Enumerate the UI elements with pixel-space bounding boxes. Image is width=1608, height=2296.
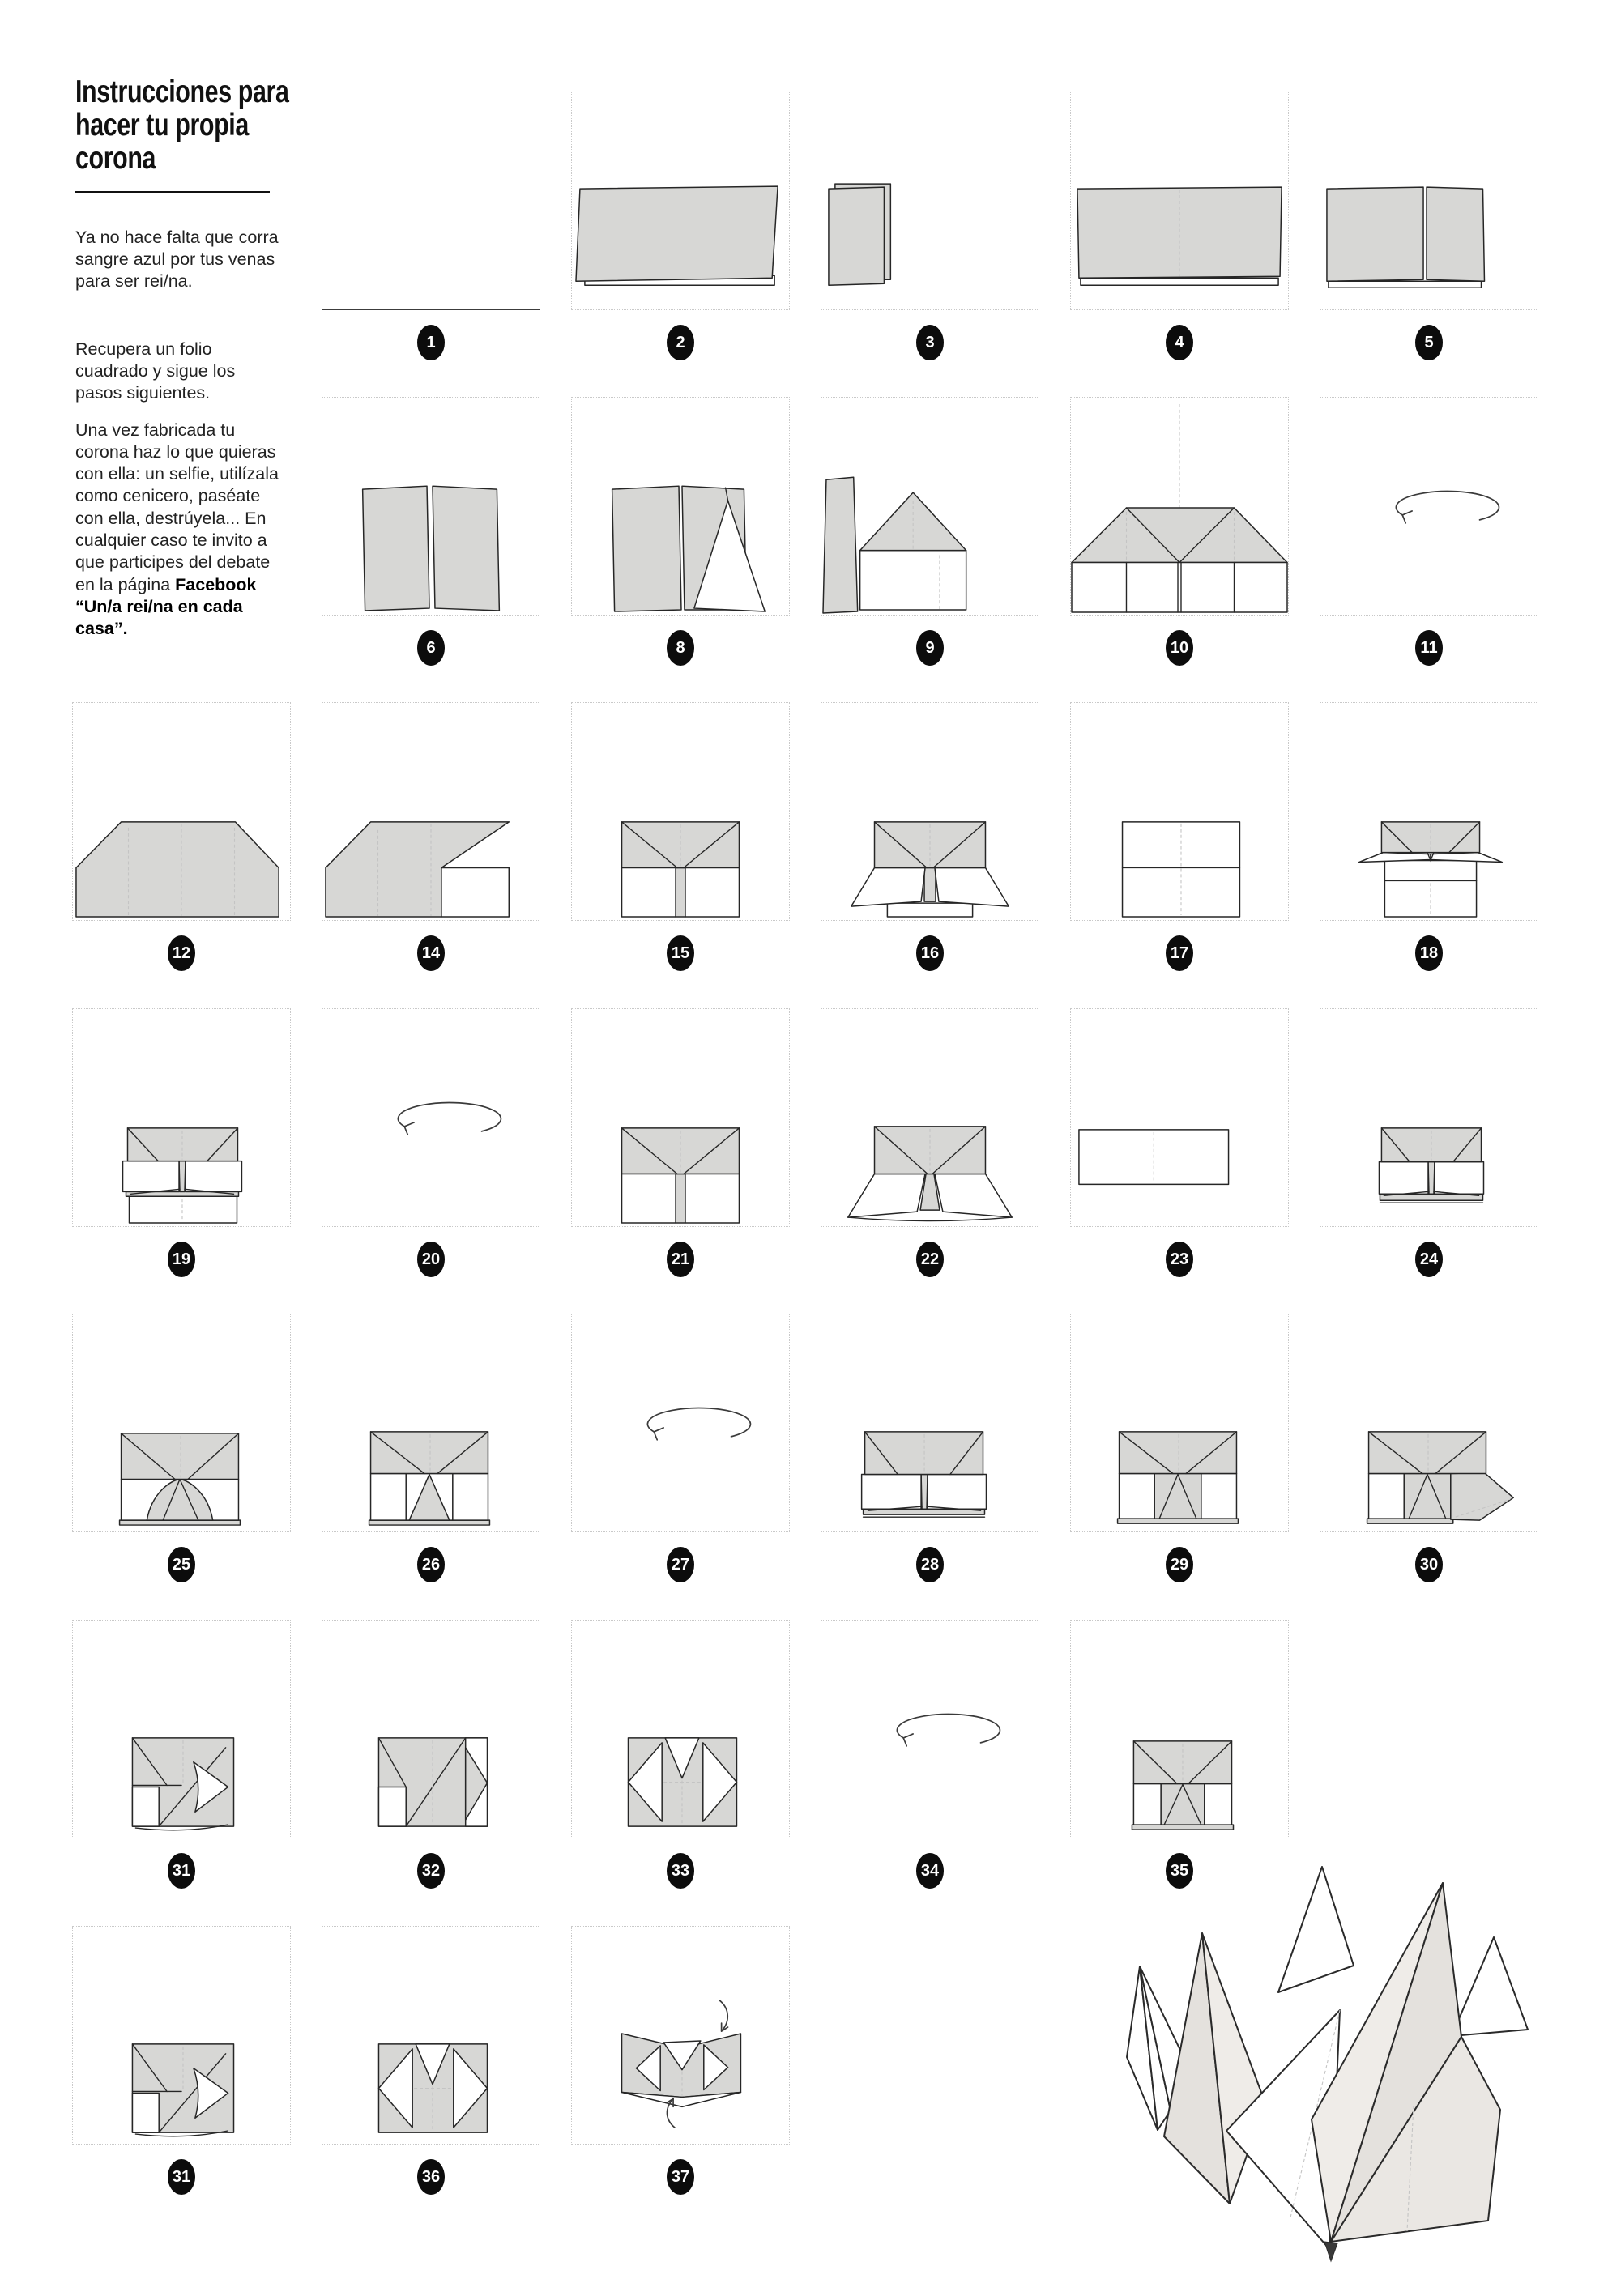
origami-diagram — [572, 398, 789, 615]
origami-diagram — [1071, 703, 1288, 920]
step-badge: 32 — [417, 1853, 445, 1889]
step-cell-37 — [571, 1926, 790, 2145]
paragraph-3-text: Una vez fabricada tu corona haz lo que quieras con ella: un selfie, utilízala como cenicero, paséate con ella, destrúyela... En cualquier caso te invito a que participes del debate en la página — [75, 420, 279, 594]
step-cell-14 — [322, 702, 540, 921]
step-cell-29 — [1070, 1314, 1289, 1532]
step-badge: 28 — [916, 1547, 944, 1582]
step-badge: 8 — [667, 630, 694, 666]
step-badge: 23 — [1166, 1242, 1193, 1277]
step-badge: 21 — [667, 1242, 694, 1277]
rotate-icon — [821, 1621, 1039, 1838]
origami-diagram — [322, 398, 540, 615]
step-cell-1 — [322, 92, 540, 310]
step-badge: 22 — [916, 1242, 944, 1277]
origami-diagram — [572, 92, 789, 309]
step-badge: 15 — [667, 935, 694, 971]
origami-diagram — [572, 1927, 789, 2144]
step-badge: 33 — [667, 1853, 694, 1889]
origami-diagram — [821, 92, 1039, 309]
page-title — [75, 76, 288, 176]
step-badge: 31 — [168, 2159, 195, 2195]
step-cell-2 — [571, 92, 790, 310]
step-badge: 10 — [1166, 630, 1193, 666]
step-badge: 24 — [1415, 1242, 1443, 1277]
step-cell-34 — [821, 1620, 1039, 1838]
step-cell-4 — [1070, 92, 1289, 310]
step-badge: 18 — [1415, 935, 1443, 971]
step-badge: 16 — [916, 935, 944, 971]
intro-paragraph-1: Ya no hace falta que corra sangre azul por tus venas para ser rei/na. — [75, 227, 279, 292]
step-cell-23 — [1070, 1008, 1289, 1227]
step-cell-11 — [1320, 397, 1538, 616]
title-line-2: hacer tu propia — [75, 107, 249, 143]
step-cell-17 — [1070, 702, 1289, 921]
step-badge: 20 — [417, 1242, 445, 1277]
step-badge: 30 — [1415, 1547, 1443, 1582]
origami-diagram — [821, 398, 1039, 615]
step-cell-30 — [1320, 1314, 1538, 1532]
crown-illustration — [1122, 1863, 1576, 2296]
step-cell-35 — [1070, 1620, 1289, 1838]
intro-paragraph-3 — [75, 420, 279, 641]
step-cell-16 — [821, 702, 1039, 921]
step-cell-27 — [571, 1314, 790, 1532]
facebook-page-name: Facebook “Un/a rei/na en cada casa”. — [75, 574, 257, 639]
origami-diagram — [322, 1314, 540, 1531]
origami-diagram — [821, 703, 1039, 920]
origami-diagram — [73, 1009, 290, 1226]
step-cell-33 — [571, 1620, 790, 1838]
step-cell-8 — [571, 397, 790, 616]
origami-diagram — [1071, 1009, 1288, 1226]
step-cell-22 — [821, 1008, 1039, 1227]
step-cell-18 — [1320, 702, 1538, 921]
step-cell-36 — [322, 1926, 540, 2145]
step-badge: 19 — [168, 1242, 195, 1277]
origami-diagram — [73, 1314, 290, 1531]
step-badge: 3 — [916, 325, 944, 360]
step-badge: 25 — [168, 1547, 195, 1582]
step-badge: 11 — [1415, 630, 1443, 666]
step-badge: 17 — [1166, 935, 1193, 971]
step-cell-3 — [821, 92, 1039, 310]
origami-diagram — [572, 1621, 789, 1838]
step-badge: 14 — [417, 935, 445, 971]
step-badge: 31 — [168, 1853, 195, 1889]
origami-diagram — [322, 703, 540, 920]
step-badge: 37 — [667, 2159, 694, 2195]
step-badge: 26 — [417, 1547, 445, 1582]
step-badge: 6 — [417, 630, 445, 666]
origami-diagram — [821, 1314, 1039, 1531]
step-badge: 35 — [1166, 1853, 1193, 1889]
origami-diagram — [73, 1621, 290, 1838]
step-cell-5 — [1320, 92, 1538, 310]
rotate-icon — [572, 1314, 789, 1531]
intro-paragraph-2: Recupera un folio cuadrado y sigue los pasos siguientes. — [75, 339, 236, 403]
origami-diagram — [1320, 703, 1538, 920]
step-cell-28 — [821, 1314, 1039, 1532]
step-cell-21 — [571, 1008, 790, 1227]
step-cell-24 — [1320, 1008, 1538, 1227]
step-badge: 5 — [1415, 325, 1443, 360]
step-badge: 12 — [168, 935, 195, 971]
origami-diagram — [1071, 92, 1288, 309]
origami-diagram — [1071, 1621, 1288, 1838]
step-cell-20 — [322, 1008, 540, 1227]
origami-diagram — [1320, 1009, 1538, 1226]
origami-diagram — [572, 1009, 789, 1226]
step-cell-12 — [72, 702, 291, 921]
step-cell-31-repeat — [72, 1926, 291, 2145]
rotate-icon — [1320, 398, 1538, 615]
step-badge: 1 — [417, 325, 445, 360]
step-cell-6 — [322, 397, 540, 616]
step-badge: 4 — [1166, 325, 1193, 360]
title-line-3: corona — [75, 140, 156, 176]
origami-diagram — [1071, 1314, 1288, 1531]
title-divider — [75, 191, 270, 193]
step-badge: 2 — [667, 325, 694, 360]
origami-diagram — [73, 1927, 290, 2144]
step-badge: 27 — [667, 1547, 694, 1582]
origami-diagram — [821, 1009, 1039, 1226]
step-cell-25 — [72, 1314, 291, 1532]
step-cell-9 — [821, 397, 1039, 616]
title-line-1: Instrucciones para — [75, 75, 289, 109]
origami-diagram — [322, 1621, 540, 1838]
origami-diagram — [322, 1927, 540, 2144]
origami-diagram — [1071, 398, 1288, 615]
origami-diagram — [73, 703, 290, 920]
step-cell-32 — [322, 1620, 540, 1838]
step-cell-31 — [72, 1620, 291, 1838]
step-cell-19 — [72, 1008, 291, 1227]
step-cell-10 — [1070, 397, 1289, 616]
origami-diagram — [1320, 92, 1538, 309]
step-badge: 36 — [417, 2159, 445, 2195]
origami-diagram — [1320, 1314, 1538, 1531]
rotate-icon — [322, 1009, 540, 1226]
step-badge: 34 — [916, 1853, 944, 1889]
origami-diagram — [572, 703, 789, 920]
step-cell-15 — [571, 702, 790, 921]
step-cell-26 — [322, 1314, 540, 1532]
step-badge: 9 — [916, 630, 944, 666]
step-badge: 29 — [1166, 1547, 1193, 1582]
